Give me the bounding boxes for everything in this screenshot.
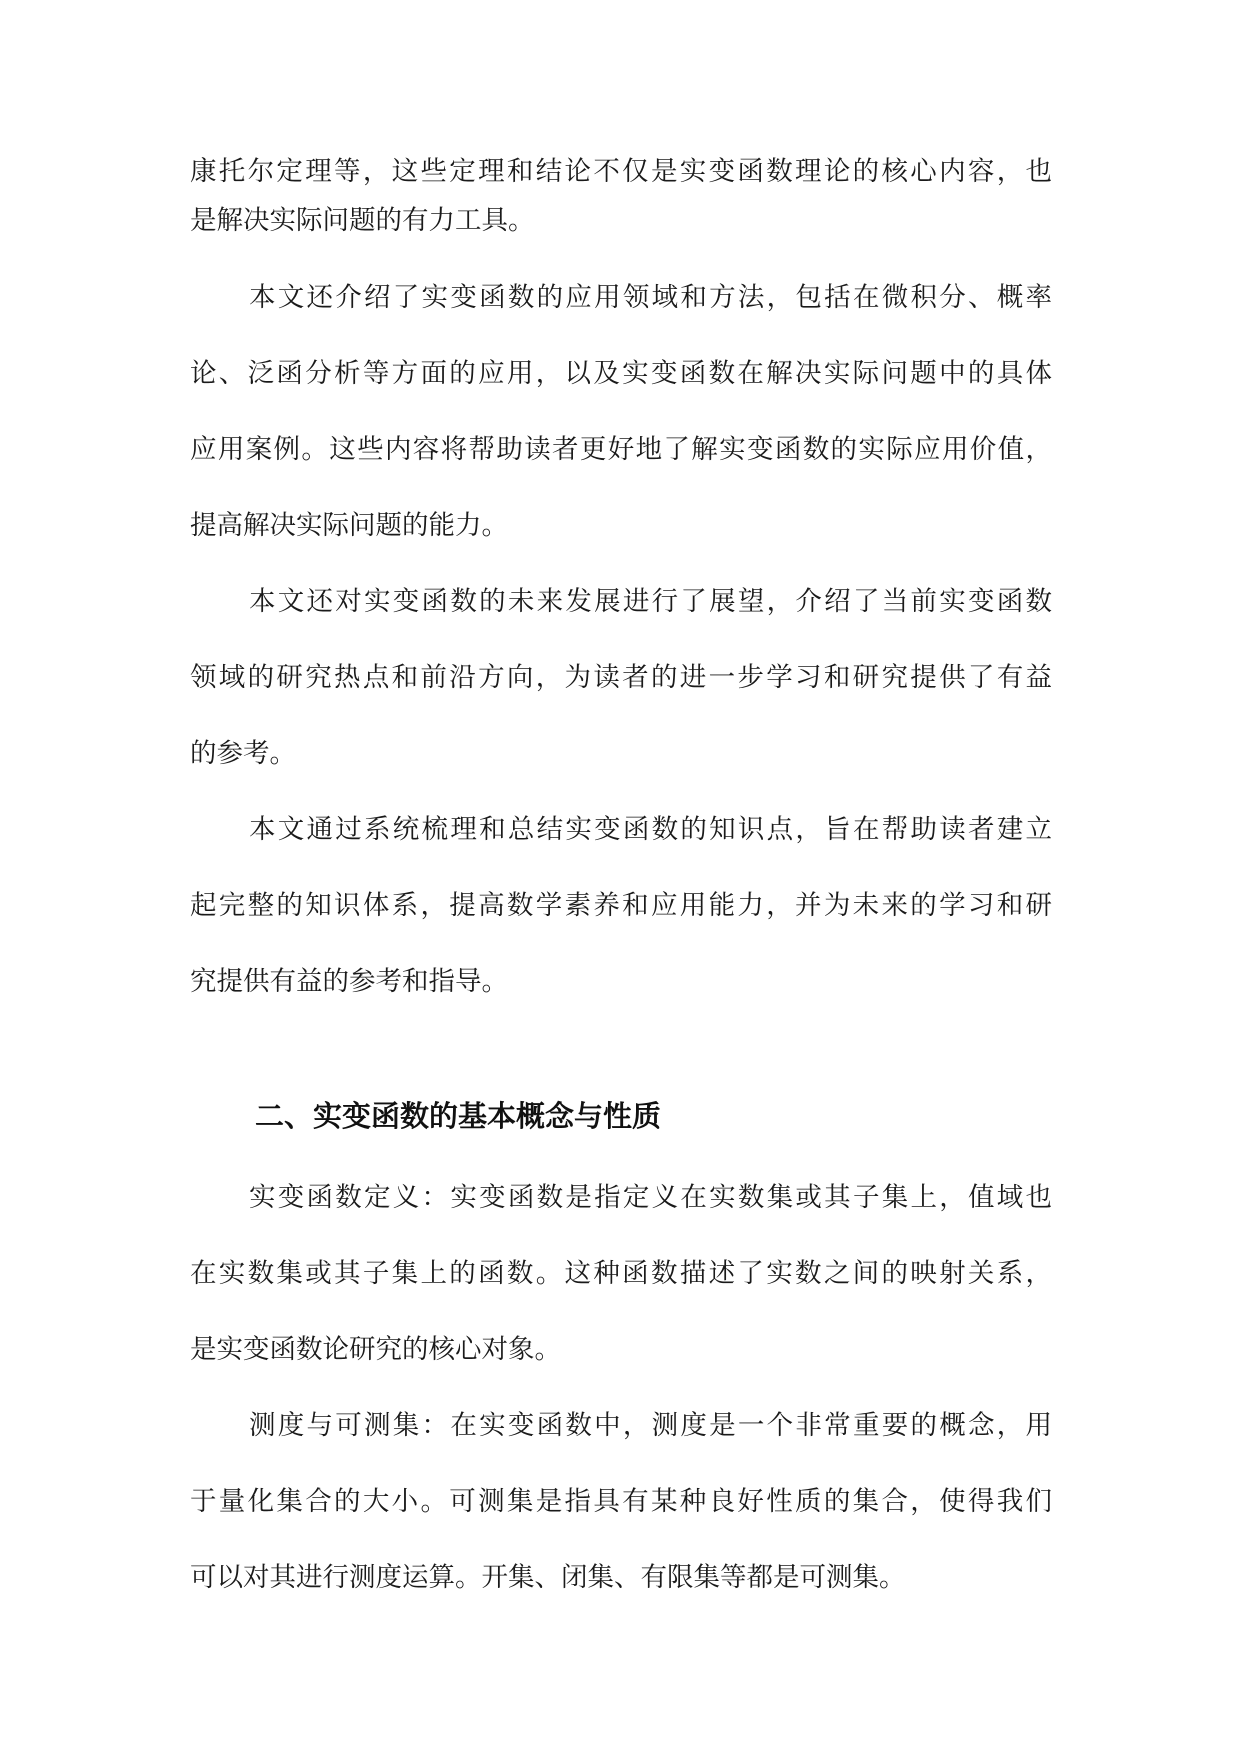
text-line: 究提供有益的参考和指导。 [190,966,508,997]
text-line: 在实数集或其子集上的函数。这种函数描述了实数之间的映射关系， [190,1258,1052,1289]
text-line: 领域的研究热点和前沿方向，为读者的进一步学习和研究提供了有益 [190,662,1052,693]
text-line: 康托尔定理等，这些定理和结论不仅是实变函数理论的核心内容，也 [190,156,1052,187]
text-line: 是解决实际问题的有力工具。 [190,205,535,236]
text-line: 起完整的知识体系，提高数学素养和应用能力，并为未来的学习和研 [190,890,1052,921]
text-line: 本文还对实变函数的未来发展进行了展望，介绍了当前实变函数 [249,586,1052,617]
text-line: 测度与可测集：在实变函数中，测度是一个非常重要的概念，用 [249,1410,1052,1441]
text-line: 实变函数定义：实变函数是指定义在实数集或其子集上，值域也 [249,1182,1052,1213]
text-line: 的参考。 [190,738,296,769]
text-line: 论、泛函分析等方面的应用，以及实变函数在解决实际问题中的具体 [190,358,1052,389]
text-line: 本文还介绍了实变函数的应用领域和方法，包括在微积分、概率 [249,282,1052,313]
text-line: 可以对其进行测度运算。开集、闭集、有限集等都是可测集。 [190,1562,906,1593]
text-line: 本文通过系统梳理和总结实变函数的知识点，旨在帮助读者建立 [249,814,1052,845]
text-line: 应用案例。这些内容将帮助读者更好地了解实变函数的实际应用价值， [190,434,1052,465]
text-line: 于量化集合的大小。可测集是指具有某种良好性质的集合，使得我们 [190,1486,1052,1517]
section-heading: 二、实变函数的基本概念与性质 [255,1099,662,1133]
text-line: 提高解决实际问题的能力。 [190,510,508,541]
text-line: 是实变函数论研究的核心对象。 [190,1334,561,1365]
